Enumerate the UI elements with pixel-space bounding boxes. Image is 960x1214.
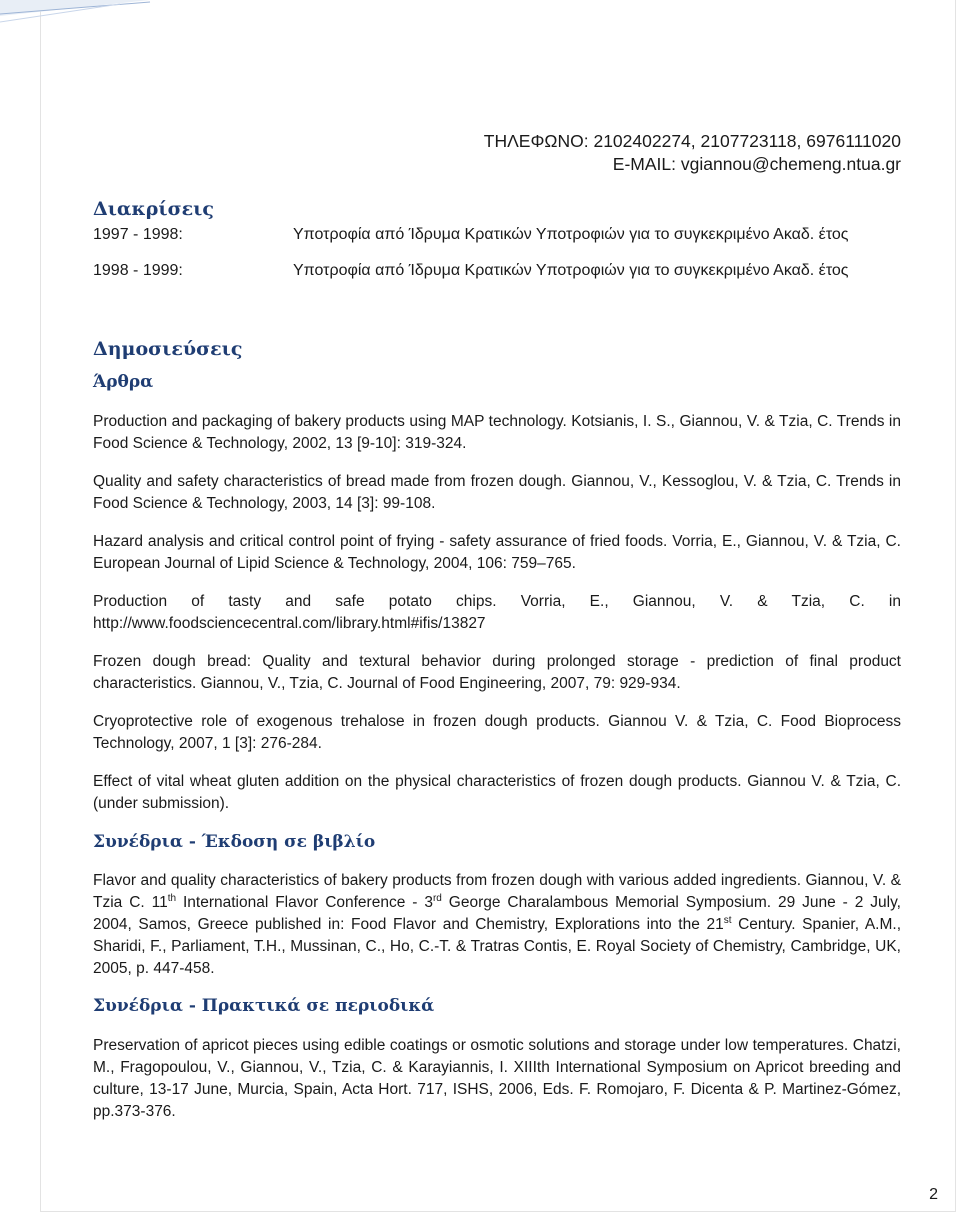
superscript-st: st (723, 914, 732, 926)
superscript-rd: rd (432, 892, 442, 904)
award-text: Υποτροφία από Ίδρυμα Κρατικών Υποτροφιών για το συγκεκριμένο Ακαδ. έτος (293, 262, 849, 279)
article-item: Hazard analysis and critical control point of frying - safety assurance of fried foods. Vorria, E., Giannou, V. & Tzia, C. European Journal of Lipid Science & Technology, 2004, 106: 759–765. (93, 533, 901, 572)
conference-book-item (93, 870, 901, 980)
award-years: 1997 - 1998: (93, 226, 183, 243)
page-number: 2 (929, 1186, 938, 1203)
article-item: Frozen dough bread: Quality and textural behavior during prolonged storage - prediction of final product characteristics. Giannou, V., Tzia, C. Journal of Food Engineering, 2007, 79: 929-934. (93, 653, 901, 692)
award-years: 1998 - 1999: (93, 262, 183, 279)
article-item: Quality and safety characteristics of bread made from frozen dough. Giannou, V., Kessoglou, V. & Tzia, C. Trends in Food Science & Technology, 2003, 14 [3]: 99-108. (93, 473, 901, 512)
publications-heading: Δημοσιεύσεις (93, 338, 243, 360)
superscript-th: th (167, 892, 177, 904)
conference-book-text-3: George Charalambous Memorial Symposium. 29 June - 2 July, 2004, Samos, Greece published in: Food Flavor and Chemistry, Explorations into the 21 (93, 894, 901, 933)
awards-heading: Διακρίσεις (93, 198, 214, 220)
article-item: Production and packaging of bakery products using MAP technology. Kotsianis, I. S., Giannou, V. & Tzia, C. Trends in Food Science & Technology, 2002, 13 [9-10]: 319-324. (93, 413, 901, 452)
contact-block (484, 130, 901, 176)
article-item: Effect of vital wheat gluten addition on the physical characteristics of frozen dough products. Giannou V. & Tzia, C. (under submission). (93, 773, 901, 812)
award-text: Υποτροφία από Ίδρυμα Κρατικών Υποτροφιών για το συγκεκριμένο Ακαδ. έτος (293, 226, 849, 243)
corner-decoration (0, 0, 180, 30)
conference-journal-item: Preservation of apricot pieces using edible coatings or osmotic solutions and storage under low temperatures. Chatzi, M., Fragopoulou, V., Giannou, V., Tzia, C. & Karayiannis, I. XIIIth International Symposium on Apricot breeding and culture, 13-17 June, Murcia, Spain, Acta Hort. 717, ISHS, 2006, Eds. F. Romojaro, F. Dicenta & P. Martinez-Gómez, pp.373-376. (93, 1037, 901, 1120)
conference-book-text-2: International Flavor Conference - 3 (176, 894, 433, 911)
conference-journal-heading: Συνέδρια - Πρακτικά σε περιοδικά (93, 996, 435, 1016)
article-item: Production of tasty and safe potato chips. Vorria, E., Giannou, V. & Tzia, C. in http://www.foodsciencecentral.com/library.html#ifis/13827 (93, 593, 901, 632)
phone-line: ΤΗΛΕΦΩΝΟ: 2102402274, 2107723118, 6976111020 (483, 131, 901, 151)
email-line: E-MAIL: vgiannou@chemeng.ntua.gr (612, 154, 901, 174)
conference-book-text-4: Century. Spanier, A.M., Sharidi, F., Parliament, T.H., Mussinan, C., Ho, C.-T. & Tratras Contis, E. Royal Society of Chemistry, Cambridge, UK, 2005, p. 447-458. (93, 916, 901, 977)
conference-book-heading: Συνέδρια - Έκδοση σε βιβλίο (93, 832, 376, 852)
article-item: Cryoprotective role of exogenous trehalose in frozen dough products. Giannou V. & Tzia, C. Food Bioprocess Technology, 2007, 1 [3]: 276-284. (93, 713, 901, 752)
conference-book-text-1: Flavor and quality characteristics of bakery products from frozen dough with various added ingredients. Giannou, V. & Tzia C. 11 (93, 872, 901, 911)
articles-heading: Άρθρα (93, 372, 154, 392)
